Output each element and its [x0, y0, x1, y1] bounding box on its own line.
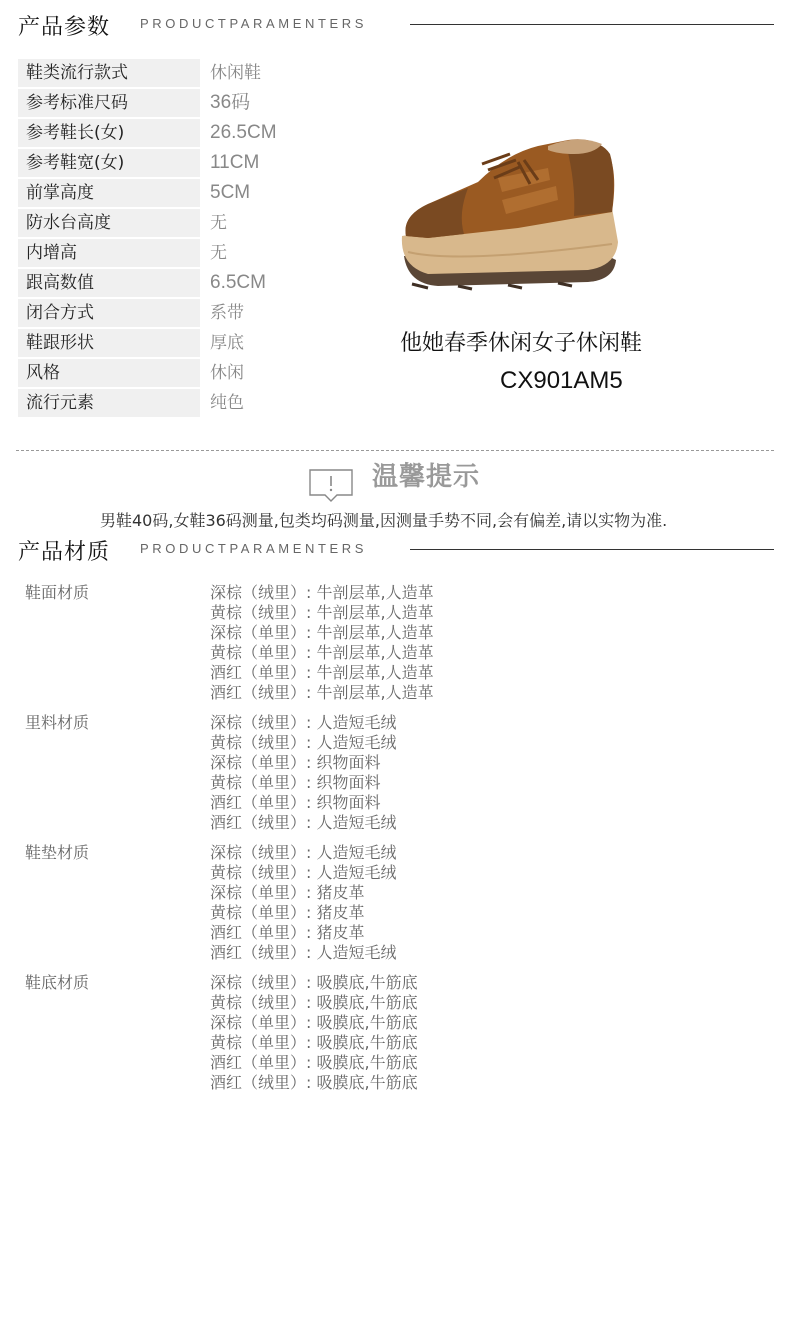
- param-row: [18, 179, 378, 207]
- params-table: [18, 59, 378, 419]
- params-section-subtitle: PRODUCTPARAMENTERS: [140, 16, 368, 31]
- param-row: [18, 209, 378, 237]
- material-key: 鞋面材质: [25, 583, 90, 602]
- material-line: 深棕（单里）: 吸膜底,牛筋底: [210, 1013, 418, 1032]
- material-group-upper: [0, 583, 790, 713]
- param-value: 5CM: [210, 182, 251, 203]
- material-line: 酒红（绒里）: 人造短毛绒: [210, 943, 397, 962]
- param-row: [18, 359, 378, 387]
- materials-list: [0, 583, 790, 1103]
- material-line: 黄棕（绒里）: 吸膜底,牛筋底: [210, 993, 418, 1012]
- product-name: 他她春季休闲女子休闲鞋: [400, 331, 643, 356]
- material-line: 深棕（单里）: 牛剖层革,人造革: [210, 623, 434, 642]
- material-line: 黄棕（绒里）: 牛剖层革,人造革: [210, 603, 434, 622]
- param-row: [18, 239, 378, 267]
- param-row: [18, 89, 378, 117]
- param-key: 参考标准尺码: [18, 89, 200, 117]
- material-line: 黄棕（绒里）: 人造短毛绒: [210, 733, 397, 752]
- tip-title: 温馨提示: [372, 462, 481, 492]
- material-line: 酒红（单里）: 猪皮革: [210, 923, 365, 942]
- param-key: 流行元素: [18, 389, 200, 417]
- param-key: 参考鞋长(女): [18, 119, 200, 147]
- param-value: 36码: [210, 92, 251, 113]
- material-line: 深棕（绒里）: 人造短毛绒: [210, 843, 397, 862]
- material-line: 酒红（绒里）: 人造短毛绒: [210, 813, 397, 832]
- param-key: 鞋跟形状: [18, 329, 200, 357]
- param-value: 11CM: [210, 152, 260, 173]
- material-line: 深棕（单里）: 猪皮革: [210, 883, 365, 902]
- material-line: 酒红（单里）: 织物面料: [210, 793, 381, 812]
- param-value: 26.5CM: [210, 122, 277, 143]
- material-line: 黄棕（单里）: 牛剖层革,人造革: [210, 643, 434, 662]
- param-key: 参考鞋宽(女): [18, 149, 200, 177]
- material-group-lining: [0, 713, 790, 843]
- param-row: [18, 299, 378, 327]
- material-line: 酒红（单里）: 吸膜底,牛筋底: [210, 1053, 418, 1072]
- material-line: 酒红（绒里）: 牛剖层革,人造革: [210, 683, 434, 702]
- materials-section-title: 产品材质: [18, 540, 111, 565]
- speech-bubble-exclamation-icon: [309, 469, 353, 503]
- material-line: 深棕（单里）: 织物面料: [210, 753, 381, 772]
- material-key: 鞋底材质: [25, 973, 90, 992]
- param-value: 无: [210, 213, 227, 233]
- material-line: 黄棕（绒里）: 人造短毛绒: [210, 863, 397, 882]
- material-group-insole: [0, 843, 790, 973]
- material-line: 酒红（绒里）: 吸膜底,牛筋底: [210, 1073, 418, 1092]
- param-key: 风格: [18, 359, 200, 387]
- material-line: 深棕（绒里）: 人造短毛绒: [210, 713, 397, 732]
- material-line: 黄棕（单里）: 猪皮革: [210, 903, 365, 922]
- param-key: 前掌高度: [18, 179, 200, 207]
- materials-section-header: [0, 535, 790, 571]
- material-line: 深棕（绒里）: 牛剖层革,人造革: [210, 583, 434, 602]
- tip-text: 男鞋40码,女鞋36码测量,包类均码测量,因测量手势不同,会有偏差,请以实物为准.: [100, 511, 668, 530]
- param-key: 防水台高度: [18, 209, 200, 237]
- material-line: 酒红（单里）: 牛剖层革,人造革: [210, 663, 434, 682]
- param-key: 跟高数值: [18, 269, 200, 297]
- materials-section-subtitle: PRODUCTPARAMENTERS: [140, 541, 368, 556]
- param-row: [18, 119, 378, 147]
- param-row: [18, 329, 378, 357]
- param-row: [18, 269, 378, 297]
- product-code: CX901AM5: [500, 367, 623, 394]
- param-row: [18, 149, 378, 177]
- material-group-outsole: [0, 973, 790, 1103]
- material-key: 里料材质: [25, 713, 90, 732]
- param-value: 无: [210, 243, 227, 263]
- material-line: 黄棕（单里）: 织物面料: [210, 773, 381, 792]
- material-key: 鞋垫材质: [25, 843, 90, 862]
- header-rule: [410, 549, 774, 550]
- param-value: 休闲: [210, 363, 244, 383]
- material-line: 黄棕（单里）: 吸膜底,牛筋底: [210, 1033, 418, 1052]
- param-value: 6.5CM: [210, 272, 266, 293]
- params-section-title: 产品参数: [18, 15, 111, 40]
- param-value: 厚底: [210, 333, 244, 353]
- params-section-header: [0, 10, 790, 46]
- material-line: 深棕（绒里）: 吸膜底,牛筋底: [210, 973, 418, 992]
- param-value: 系带: [210, 303, 244, 323]
- param-key: 内增高: [18, 239, 200, 267]
- param-value: 纯色: [210, 393, 244, 413]
- param-row: [18, 59, 378, 87]
- header-rule: [410, 24, 774, 25]
- param-row: [18, 389, 378, 417]
- param-value: 休闲鞋: [210, 63, 261, 83]
- dashed-divider: [16, 450, 774, 451]
- shoe-product-image: [398, 124, 628, 294]
- param-key: 闭合方式: [18, 299, 200, 327]
- param-key: 鞋类流行款式: [18, 59, 200, 87]
